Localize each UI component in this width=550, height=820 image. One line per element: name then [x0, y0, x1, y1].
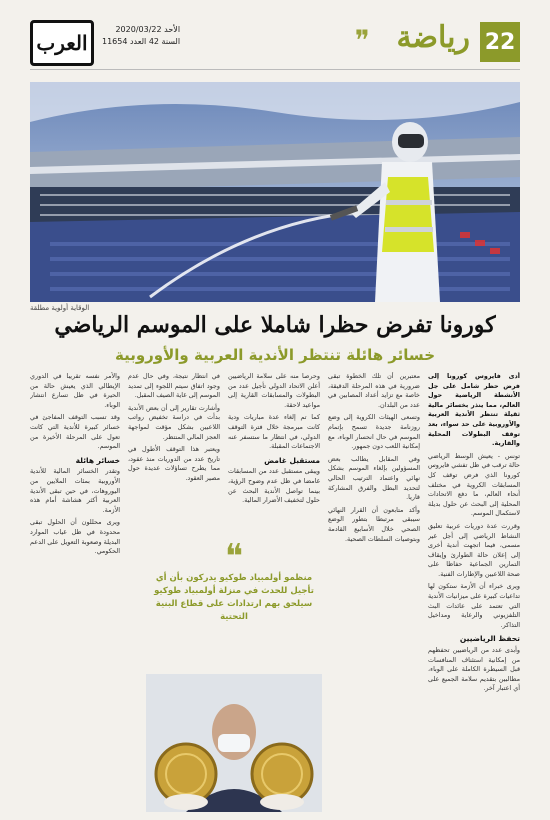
issue-date: الأحد 2020/03/22 — [115, 25, 181, 34]
issue-info — [102, 24, 180, 48]
olympic-medals-photo — [146, 674, 322, 812]
pull-quote-box — [146, 537, 322, 812]
paragraph: تونس - يعيش الوسط الرياضي حالة ترقب في ظل تفشي فايروس كورونا الذي فرض توقف كل المسابقات الكروية في مختلف أنحاء العالم، ما دفع الاتحادات المحلية إلى البحث عن حلول بديلة لاستكمال الموسم. — [428, 451, 520, 518]
column-1 — [428, 372, 520, 812]
paragraph: معتبرين أن تلك الخطوة تبقى ضرورية في هذه المرحلة الدقيقة، خاصة مع تزايد أعداد المصابين في عدد من البلدان. — [328, 372, 420, 409]
article-subheadline: خسائر هائلة تنتظر الأندية العربية والأوروبية — [114, 346, 436, 364]
subheading: خسائر هائلة — [75, 455, 120, 465]
stadium-illustration — [30, 82, 520, 302]
subheading: تحفظ الرياضيين — [459, 634, 520, 644]
column-4 — [128, 372, 220, 542]
paragraph: وقد تسبب التوقف المفاجئ في خسائر كبيرة للأندية التي كانت تعول على المرحلة الأخيرة من الموسم. — [30, 413, 120, 451]
intro-paragraph: أدى فايروس كورونا إلى فرض حظر شامل على جل الأنشطة الرياضية حول العالم، مما ينذر بخسائر مالية ثقيلة تنتظر الأندية العربية والأوروبية على حد سواء، بعد توقف البطولات المحلية والقارية. — [428, 372, 520, 448]
header-divider — [30, 69, 520, 70]
column-3 — [228, 372, 320, 542]
paragraph: وأبدى عدد من الرياضيين تحفظهم من إمكانية استئناف المنافسات قبل السيطرة الكاملة على الوباء، مطالبين بتقديم سلامة الجميع على أي اعتبار آخر. — [428, 646, 520, 693]
paragraph: ويرى محللون أن الحلول تبقى محدودة في ظل غياب الموارد البديلة وصعوبة التعويل على الدعم الحكومي. — [30, 518, 120, 556]
pull-quote-text: منظمو أولمبياد طوكيو يدركون بأن أي تأجيل للحدث في منزلة أولمبياد طوكيو سيلحق بهم ارتدادات على قطاع البنية التحتية — [154, 573, 314, 622]
paragraph: وقررت عدة دوريات عربية تعليق النشاط الرياضي إلى أجل غير مسمى، فيما اتجهت أندية أخرى إلى إعلان حالة الطوارئ وإيقاف التمارين الجماعية حفاظا على صحة اللاعبين والإطارات الفنية. — [428, 521, 520, 578]
paragraph: في انتظار نتيجة، وفي حال عدم وجود اتفاق سيتم اللجوء إلى تمديد الموسم إلى غاية الصيف المقبل. — [128, 372, 220, 400]
issue-number: السنة 42 العدد 11654 — [102, 37, 181, 46]
paragraph: وفي المقابل يطالب بعض المسؤولين بإلغاء الموسم بشكل نهائي واعتماد الترتيب الحالي لتحديد البطل والفرق المشاركة قاريا. — [328, 454, 420, 502]
stadium-photo — [30, 82, 520, 302]
column-2 — [328, 372, 420, 812]
paragraph: وتقدر الخسائر المالية للأندية الأوروبية بمئات الملايين من اليوروهات، في حين تبقى الأندية العربية أكثر هشاشة أمام هذه الأزمة. — [30, 467, 120, 514]
paragraph: كما تم إلغاء عدة مباريات ودية كانت مبرمجة خلال فترة التوقف الدولي، في انتظار ما ستسفر عنه الاجتماعات المقبلة. — [228, 413, 320, 451]
quote-open-icon: ❝ — [224, 537, 244, 577]
page-header — [30, 18, 520, 70]
column-5 — [30, 372, 120, 812]
section-number: 22 — [480, 22, 520, 62]
paragraph: وحرصا منه على سلامة الرياضيين أعلن الاتحاد الدولي تأجيل عدد من البطولات والمسابقات القارية إلى مواعيد لاحقة. — [228, 372, 320, 409]
paragraph: وأشارت تقارير إلى أن بعض الأندية بدأت في دراسة تخفيض رواتب اللاعبين بشكل مؤقت لمواجهة العجز المالي المنتظر. — [128, 403, 220, 441]
paragraph: وأكد متابعون أن القرار النهائي سيبقى مرتبطا بتطور الوضع الصحي خلال الأسابيع القادمة وبتوصيات السلطات الصحية. — [328, 505, 420, 543]
quote-mark-icon: ❞ — [354, 24, 370, 57]
section-name: رياضة — [396, 20, 470, 55]
subheading: مستقبل غامض — [264, 455, 320, 465]
article-body — [30, 372, 520, 812]
newspaper-logo: العرب — [30, 20, 94, 66]
paragraph: ويبقى مستقبل عدد من المسابقات غامضا في ظل عدم وضوح الرؤية، بينما تواصل الأندية البحث عن حلول لتخفيف الأضرار المالية. — [228, 467, 320, 505]
paragraph: ويرى خبراء أن الأزمة ستكون لها تداعيات كبيرة على ميزانيات الأندية التي تعتمد على عائدات البث التلفزيوني والرعاية ومداخيل التذاكر. — [428, 582, 520, 629]
paragraph: والأمر نفسه تقريبا في الدوري الإيطالي الذي يعيش حالة من الحيرة في ظل تسارع انتشار الوباء. — [30, 372, 120, 409]
paragraph: ويعتبر هذا التوقف الأطول في تاريخ عدد من الدوريات منذ عقود، مما يطرح تساؤلات عديدة حول مصير العقود. — [128, 445, 220, 482]
article-headline: كورونا تفرض حظرا شاملا على الموسم الرياضي — [54, 312, 496, 338]
photo-caption: الوقاية أولوية مطلقة — [30, 304, 90, 312]
paragraph: وتسعى الهيئات الكروية إلى وضع روزنامة جديدة تسمح بإتمام الموسم في حال انحسار الوباء، مع إمكانية اللعب دون جمهور. — [328, 413, 420, 451]
